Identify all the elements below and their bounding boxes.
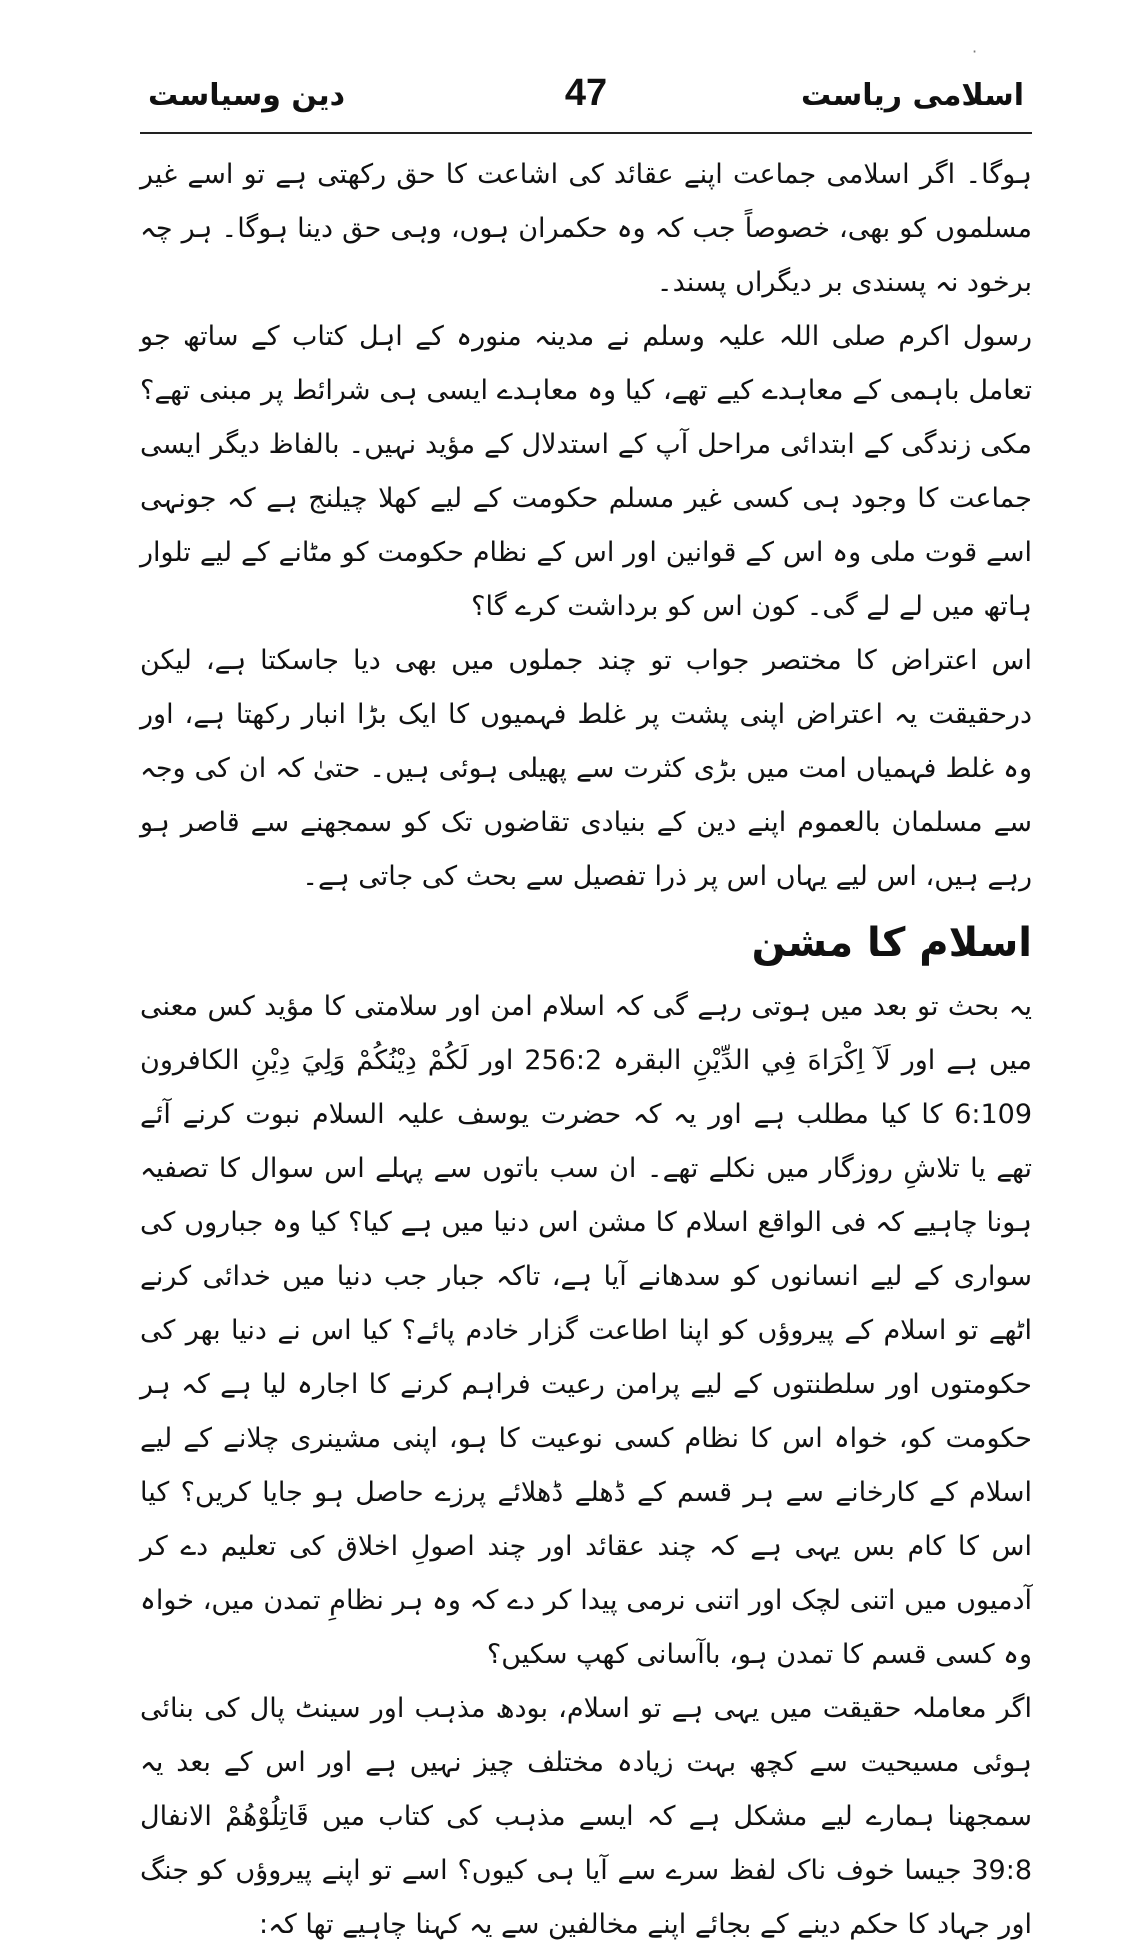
- paragraph-1: ہوگا۔ اگر اسلامی جماعت اپنے عقائد کی اشاعت کا حق رکھتی ہے تو اسے غیر مسلموں کو بھی، خصوصاً جب کہ وہ حکمران ہوں، وہی حق دینا ہوگا۔ ہر چہ برخود نہ پسندی بر دیگراں پسند۔: [140, 159, 1032, 298]
- paragraph-2: رسول اکرم صلی اللہ علیہ وسلم نے مدینہ منورہ کے اہل کتاب کے ساتھ جو تعامل باہمی کے معاہدے کیے تھے، کیا وہ معاہدے ایسی ہی شرائط پر مبنی تھے؟ مکی زندگی کے ابتدائی مراحل آپ کے استدلال کے مؤید نہیں۔ بالفاظ دیگر ایسی جماعت کا وجود ہی کسی غیر مسلم حکومت کے لیے کھلا چیلنج ہے کہ جونہی اسے قوت ملی وہ اس کے قوانین اور اس کے نظام حکومت کو مٹانے کے لیے تلوار ہاتھ میں لے لے گی۔ کون اس کو برداشت کرے گا؟: [140, 321, 1032, 622]
- page-body: [140, 148, 1032, 1952]
- paragraph-3: اس اعتراض کا مختصر جواب تو چند جملوں میں بھی دیا جاسکتا ہے، لیکن درحقیقت یہ اعتراض اپنی پشت پر غلط فہمیوں کا ایک بڑا انبار رکھتا ہے، اور وہ غلط فہمیاں امت میں بڑی کثرت سے پھیلی ہوئی ہیں۔ حتیٰ کہ ان کی وجہ سے مسلمان بالعموم اپنے دین کے بنیادی تقاضوں تک کو سمجھنے سے قاصر ہو رہے ہیں، اس لیے یہاں اس پر ذرا تفصیل سے بحث کی جاتی ہے۔: [140, 645, 1032, 892]
- page-number: 47: [564, 72, 608, 114]
- header-section-title: دین وسیاست: [148, 78, 346, 113]
- paragraph-4: یہ بحث تو بعد میں ہوتی رہے گی کہ اسلام امن اور سلامتی کا مؤید کس معنی میں ہے اور لَآ اِكْرَاهَ فِي الدِّيْنِ البقرہ 256:2 اور لَكُمْ دِيْنُكُمْ وَلِيَ دِيْنِ الکافرون 6:109 کا کیا مطلب ہے اور یہ کہ حضرت یوسف علیہ السلام نبوت کرنے آئے تھے یا تلاشِ روزگار میں نکلے تھے۔ ان سب باتوں سے پہلے اس سوال کا تصفیہ ہونا چاہیے کہ فی الواقع اسلام کا مشن اس دنیا میں ہے کیا؟ کیا وہ جباروں کی سواری کے لیے انسانوں کو سدھانے آیا ہے، تاکہ جبار جب دنیا میں خدائی کرنے اٹھے تو اسلام کے پیروؤں کو اپنا اطاعت گزار خادم پائے؟ کیا اس نے دنیا بھر کی حکومتوں اور سلطنتوں کے لیے پرامن رعیت فراہم کرنے کا اجارہ لیا ہے کہ ہر حکومت کو، خواہ اس کا نظام کسی نوعیت کا ہو، اپنی مشینری چلانے کے لیے اسلام کے کارخانے سے ہر قسم کے ڈھلے ڈھلائے پرزے حاصل ہو جایا کریں؟ کیا اس کا کام بس یہی ہے کہ چند عقائد اور چند اصولِ اخلاق کی تعلیم دے کر آدمیوں میں اتنی لچک اور اتنی نرمی پیدا کر دے کہ وہ ہر نظامِ تمدن میں، خواہ وہ کسی قسم کا تمدن ہو، باآسانی کھپ سکیں؟: [140, 991, 1032, 1670]
- section-heading: اسلام کا مشن: [751, 920, 1032, 966]
- scan-speck: ·: [972, 42, 978, 61]
- header-book-title: اسلامی ریاست: [801, 78, 1024, 113]
- running-header: [140, 70, 1032, 134]
- paragraph-5: اگر معاملہ حقیقت میں یہی ہے تو اسلام، بودھ مذہب اور سینٹ پال کی بنائی ہوئی مسیحیت سے کچھ بہت زیادہ مختلف چیز نہیں ہے اور اس کے بعد یہ سمجھنا ہمارے لیے مشکل ہے کہ ایسے مذہب کی کتاب میں قَاتِلُوْهُمْ الانفال 39:8 جیسا خوف ناک لفظ سرے سے آیا ہی کیوں؟ اسے تو اپنے پیروؤں کو جنگ اور جہاد کا حکم دینے کے بجائے اپنے مخالفین سے یہ کہنا چاہیے تھا کہ:: [140, 1693, 1032, 1940]
